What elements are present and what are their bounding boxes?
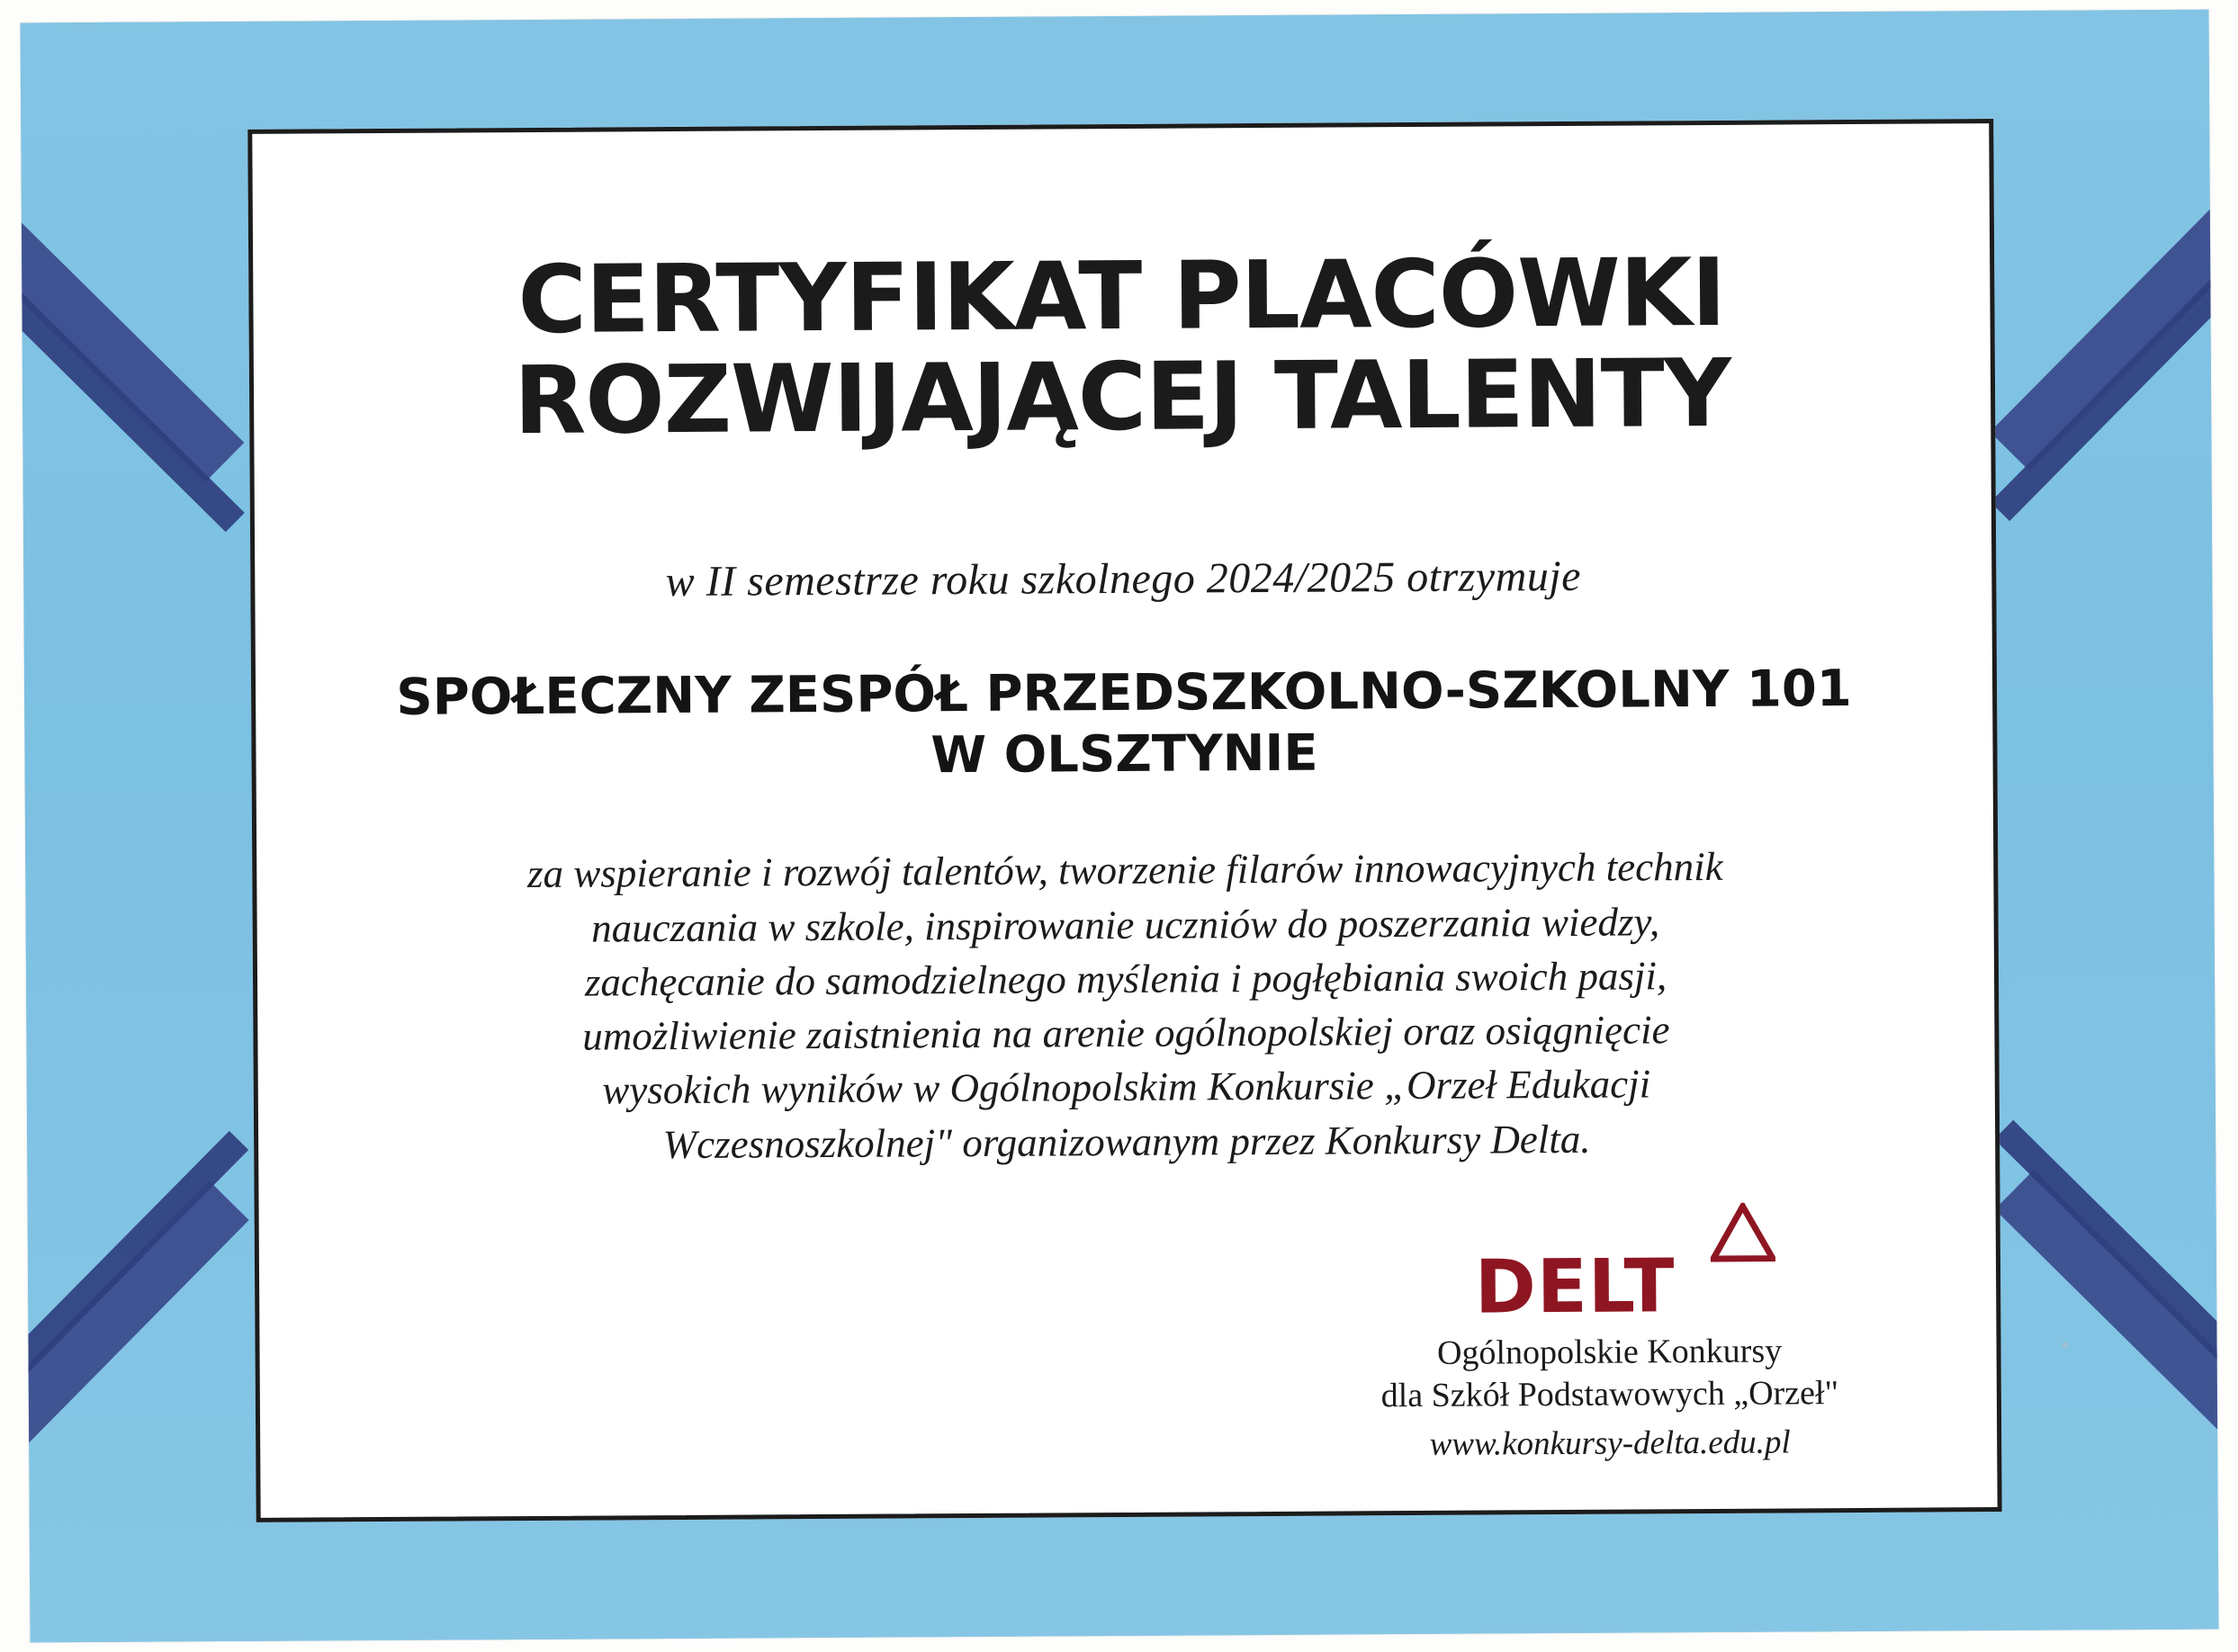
- scan-speck: [2063, 1342, 2068, 1348]
- delta-triangle-icon: [1678, 1259, 1743, 1315]
- delta-subtitle-line-2: dla Szkół Podstawowych „Orzeł": [1380, 1373, 1839, 1414]
- certificate-inner-panel: [247, 119, 2001, 1522]
- certificate-title-line-1: CERTYFIKAT PLACÓWKI: [517, 237, 1726, 355]
- citation-line: za wspieranie i rozwój talentów, tworzenie filarów innowacyjnych technik: [526, 844, 1723, 897]
- citation-line: Wczesnoszkolnej" organizowanym przez Konkursy Delta.: [662, 1116, 1591, 1167]
- delta-subtitle-line-1: Ogólnopolskie Konkursy: [1436, 1332, 1783, 1373]
- delta-subtitle: [1330, 1330, 1889, 1417]
- recipient-name-line-2: W OLSZTYNIE: [930, 723, 1318, 786]
- recipient-name: [364, 658, 1885, 790]
- certificate-title: [361, 237, 1883, 456]
- award-period-line: w II semestrze roku szkolnego 2024/2025 otrzymuje: [665, 552, 1582, 606]
- certificate-content: [252, 123, 1997, 1518]
- delta-wordmark-text: DELT: [1474, 1243, 1676, 1331]
- recipient-name-line-1: SPOŁECZNY ZESPÓŁ PRZEDSZKOLNO-SZKOLNY 101: [396, 659, 1852, 727]
- delta-website-url: www.konkursy-delta.edu.pl: [1429, 1423, 1791, 1463]
- citation-line: wysokich wyników w Ogólnopolskim Konkursie „Orzeł Edukacji: [602, 1061, 1651, 1113]
- citation-text: [364, 839, 1887, 1173]
- citation-line: umożliwienie zaistnienia na arenie ogólnopolskiej oraz osiągnięcie: [582, 1007, 1670, 1059]
- certificate-sheet: [21, 10, 2219, 1643]
- citation-line: nauczania w szkole, inspirowanie uczniów do poszerzania wiedzy,: [590, 898, 1660, 951]
- delta-wordmark: [1330, 1243, 1888, 1331]
- certificate-title-line-2: ROZWIJAJĄCEJ TALENTY: [513, 338, 1731, 456]
- delta-logo-block: [1330, 1243, 1889, 1465]
- citation-line: zachęcanie do samodzielnego myślenia i pogłębiania swoich pasji,: [584, 953, 1667, 1005]
